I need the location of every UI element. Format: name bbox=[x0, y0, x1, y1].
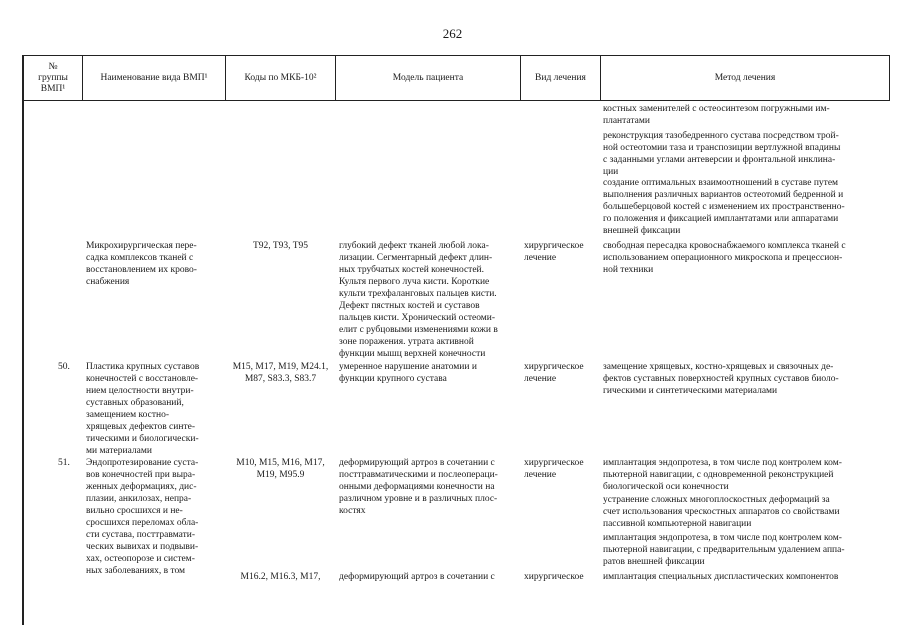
name-cell: Микрохирургическая пере- садка комплексов тканей с восстановлением их крово- снабжения bbox=[86, 241, 197, 287]
header-group-number: № группы ВМП¹ bbox=[38, 61, 68, 94]
method-cell: костных заменителей с остеосинтезом погружными им- плантатами bbox=[603, 104, 830, 126]
treatment-cell: хирургическое лечение bbox=[524, 362, 584, 384]
group-number-cell: 51. bbox=[58, 458, 70, 468]
header-treatment: Вид лечения bbox=[535, 72, 586, 83]
page-number: 262 bbox=[442, 26, 463, 41]
codes-cell: M10, M15, M16, M17, M19, M95.9 bbox=[236, 458, 325, 480]
treatment-cell: хирургическое лечение bbox=[524, 458, 584, 480]
method-cell: свободная пересадка кровоснабжаемого комплекса тканей с использованием операционного микроскопа и прецессион- ной техники bbox=[603, 241, 846, 275]
name-cell: Эндопротезирование суста- вов конечностей при выра- женных деформациях, дис- плазии, анкилозах, непра- вильно сросшихся и не- сросшихся переломах обла- сти сустава, посттравмати- ческих вывихах и подвыви- хах, остеопорозе и систем- ных заболеваниях, в том bbox=[86, 458, 199, 576]
header-model: Модель пациента bbox=[392, 72, 464, 83]
header-method: Метод лечения bbox=[714, 72, 776, 83]
model-cell: деформирующий артроз в сочетании с посттравматическими и послеопераци- онными деформациями конечности на различном уровне и в различных плос- костях bbox=[339, 458, 498, 516]
model-cell: деформирующий артроз в сочетании с bbox=[339, 572, 495, 582]
codes-cell: M15, M17, M19, M24.1, M87, S83.3, S83.7 bbox=[232, 362, 329, 384]
method-cell: имплантация специальных диспластических компонентов bbox=[603, 572, 839, 582]
treatment-cell: хирургическое лечение bbox=[524, 241, 584, 263]
treatment-cell: хирургическое bbox=[524, 572, 584, 582]
table-header-rule bbox=[22, 100, 890, 101]
method-cell: замещение хрящевых, костно-хрящевых и связочных де- фектов суставных поверхностей крупных суставов биоло- гическими и синтетическими материалами bbox=[603, 362, 839, 396]
method-cell: имплантация эндопротеза, в том числе под контролем ком- пьютерной навигации, с предварительным удалением аппа- ратов внешней фиксации bbox=[603, 533, 845, 567]
method-cell: имплантация эндопротеза, в том числе под контролем ком- пьютерной навигации, с одновременной реконструкцией биологической оси конечности bbox=[603, 458, 842, 492]
header-codes: Коды по МКБ-10² bbox=[244, 72, 317, 83]
method-cell: устранение сложных многоплоскостных деформаций за счет использования чрескостных аппаратов со свойствами пассивной компьютерной навигации bbox=[603, 495, 840, 529]
model-cell: глубокий дефект тканей любой лока- лизации. Сегментарный дефект длин- ных трубчатых костей конечностей. Культя первого луча кисти. Короткие культи трехфаланговых пальцев кисти. Дефект пястных костей и суставов пальцев кисти. Хронический остеоми- елит с рубцовыми изменениями кожи в зоне поражения. утрата активной функции мышц верхней конечности bbox=[339, 241, 498, 359]
method-cell: реконструкция тазобедренного сустава посредством трой- ной остеотомии таза и транспозиции вертлужной впадины с заданными углами антеверсии и фронтальной инклина- ции bbox=[603, 131, 841, 177]
name-cell: Пластика крупных суставов конечностей с восстановле- нием целостности внутри- суставных образований, замещением костно- хрящевых дефектов синте- тическими и биологически- ми материалами bbox=[86, 362, 200, 456]
header-name: Наименование вида ВМП¹ bbox=[100, 72, 208, 83]
table-left-rule bbox=[22, 55, 24, 625]
method-cell: создание оптимальных взаимоотношений в суставе путем выполнения различных вариантов остеотомий бедренной и большеберцовой костей с изменением их пространственно- го положения и фиксацией имплантатами или аппаратами внешней фиксации bbox=[603, 178, 845, 236]
model-cell: умеренное нарушение анатомии и функции крупного сустава bbox=[339, 362, 477, 384]
header-divider bbox=[889, 55, 890, 101]
codes-cell: M16.2, M16.3, M17, bbox=[240, 572, 321, 582]
codes-cell: T92, T93, T95 bbox=[252, 241, 309, 251]
group-number-cell: 50. bbox=[58, 362, 70, 372]
